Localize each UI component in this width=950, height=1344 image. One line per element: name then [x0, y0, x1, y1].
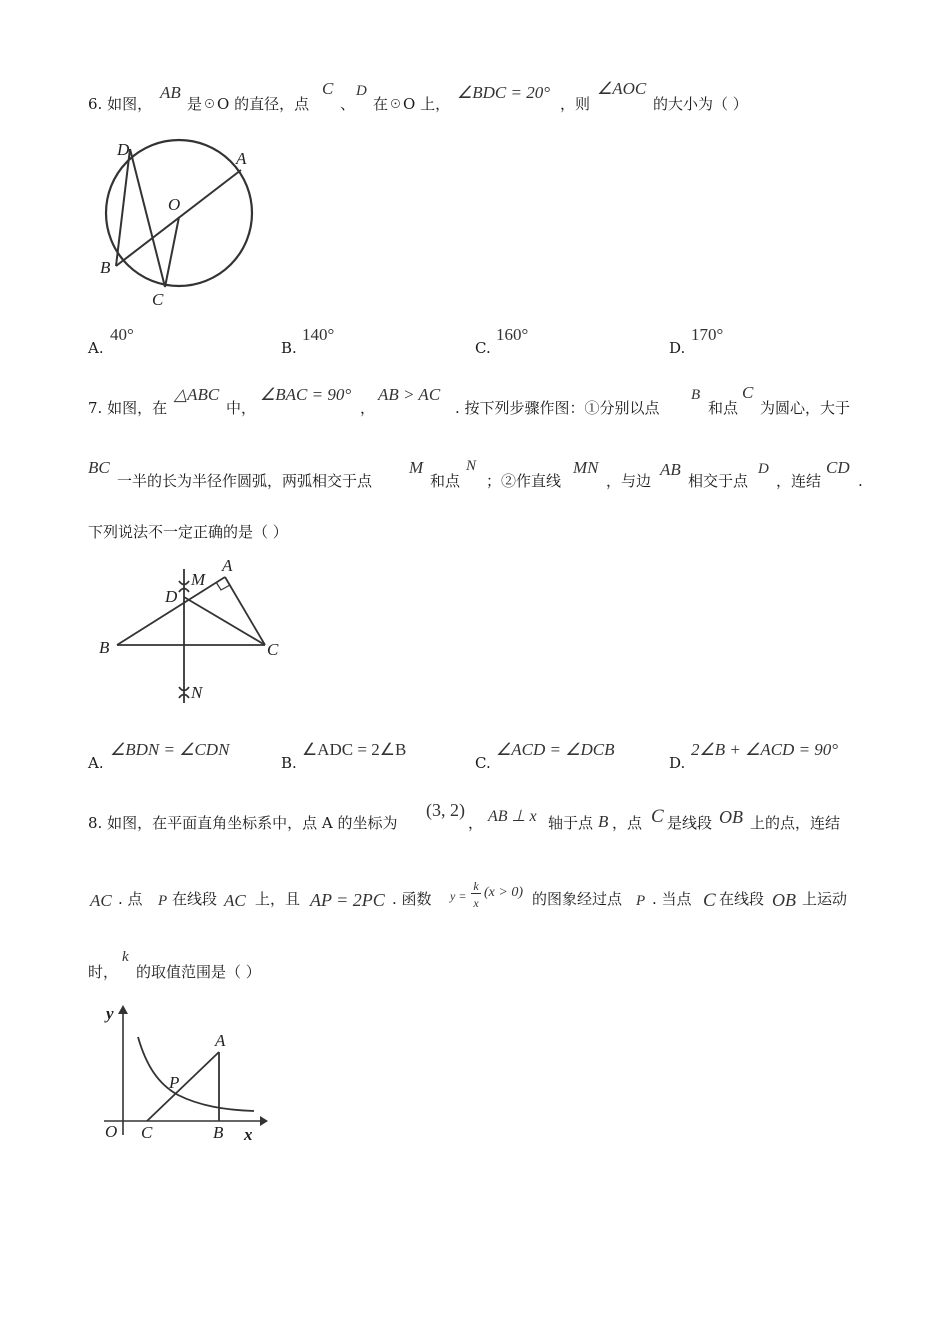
q8-pt-text: ，点	[612, 814, 643, 832]
q7-label-d: D	[165, 587, 178, 606]
q8-on-seg2: 在线段	[719, 890, 765, 908]
q6-label-c: C	[152, 290, 164, 309]
q7-option-b-value: ∠ADC = 2∠B	[302, 740, 407, 759]
q8-k: k	[122, 949, 129, 965]
q7-meet-text: 相交于点	[688, 472, 749, 490]
q8-k-num: k	[473, 879, 479, 893]
q7-option-a-label: A.	[88, 754, 104, 772]
q6-ask: 的大小为（ ）	[653, 95, 748, 113]
q8-rel: AP = 2PC	[310, 890, 385, 910]
q8-label-c: C	[141, 1123, 153, 1142]
q6-on-text: 在☉O 上，	[373, 95, 451, 113]
q7-label-n: N	[191, 683, 203, 702]
q6-given: ∠BDC = 20°	[457, 83, 551, 102]
q8-seg-text: 是线段	[667, 814, 713, 832]
q7-line3: 下列说法不一定正确的是（ ）	[88, 523, 288, 541]
q8-p: P	[158, 893, 168, 909]
q7-angle: ∠BAC = 90°	[260, 385, 352, 404]
q8-c: C	[651, 806, 664, 827]
q7-m: M	[409, 458, 424, 477]
q7-segment-cd	[184, 597, 265, 645]
q6-angle: ∠AOC	[597, 79, 647, 98]
q7-number: 7. 如图，在	[88, 399, 168, 417]
q7-period: .	[858, 472, 863, 490]
q7-option-c-label: C.	[475, 754, 491, 772]
q6-ab: AB	[160, 83, 181, 102]
q8-label-y: y	[106, 1004, 114, 1023]
q7-connect-text: ，连结	[776, 472, 822, 490]
q6-option-c-label: C.	[475, 339, 491, 357]
q6-option-d-label: D.	[669, 339, 686, 357]
q7-and1: 和点	[708, 399, 739, 417]
q6-figure	[95, 135, 265, 310]
q7-figure	[95, 555, 295, 705]
q6-option-b-value: 140°	[302, 325, 335, 344]
q8-x-axis-arrow	[260, 1116, 268, 1126]
q7-step2: ；②作直线	[486, 472, 562, 490]
q6-chord-dc	[130, 149, 165, 287]
q7-label-c: C	[267, 640, 279, 659]
q7-option-d-value: 2∠B + ∠ACD = 90°	[691, 740, 839, 759]
q7-ineq: AB > AC	[378, 385, 441, 404]
q8-y-axis-arrow	[118, 1005, 128, 1014]
q8-x-den: x	[473, 896, 479, 910]
q7-mid-text: 中，	[226, 399, 257, 417]
q7-bc: BC	[88, 458, 110, 477]
q8-ac: AC	[90, 891, 112, 910]
q8-move-text: 上运动	[802, 890, 848, 908]
q7-tri: △ABC	[174, 385, 220, 404]
q6-label-o: O	[168, 195, 181, 214]
q7-c: C	[742, 383, 754, 402]
q7-side-ac	[225, 577, 265, 645]
q7-option-b-label: B.	[281, 754, 297, 772]
q6-d: D	[356, 83, 367, 99]
q6-sep: 、	[340, 95, 356, 113]
q7-label-b: B	[99, 638, 110, 657]
q8-label-x: x	[244, 1125, 253, 1144]
q6-option-d-value: 170°	[691, 325, 724, 344]
q7-half-text: 一半的长为半径作圆弧，两弧相交于点	[117, 472, 373, 490]
q7-option-d-label: D.	[669, 754, 686, 772]
q7-option-a-value: ∠BDN = ∠CDN	[110, 740, 230, 759]
q8-p-text: . 点	[118, 890, 143, 908]
q8-c2: C	[703, 890, 716, 911]
q6-option-a-value: 40°	[110, 325, 134, 344]
q8-ob: OB	[719, 807, 743, 827]
q8-figure	[100, 1000, 270, 1150]
q7-and2: 和点	[430, 472, 461, 490]
q7-cd: CD	[826, 458, 850, 477]
q8-label-a: A	[215, 1031, 226, 1050]
q6-label-d: D	[117, 140, 130, 159]
q6-label-a: A	[236, 149, 247, 168]
q8-on-seg: 在线段	[172, 890, 218, 908]
q8-and-text: 上，且	[255, 890, 301, 908]
q8-time-text: 时，	[88, 963, 119, 981]
q7-steps: . 按下列步骤作图：①分别以点	[455, 399, 660, 417]
q7-label-a: A	[222, 556, 233, 575]
q7-option-c-value: ∠ACD = ∠DCB	[496, 740, 615, 759]
q8-segment-ac	[147, 1052, 219, 1121]
q7-d: D	[758, 461, 769, 477]
q8-comma: ，	[468, 814, 484, 832]
q8-label-o: O	[105, 1122, 118, 1141]
q6-number: 6. 如图，	[88, 95, 153, 113]
q7-comma: ，	[360, 399, 376, 417]
q8-label-b: B	[213, 1123, 224, 1142]
q8-coord: (3, 2)	[426, 800, 465, 820]
q7-center-text: 为圆心，大于	[760, 399, 851, 417]
q8-number: 8. 如图，在平面直角坐标系中，点 A 的坐标为	[88, 814, 398, 832]
q8-fraction-bar	[471, 893, 481, 894]
q7-b: B	[691, 387, 701, 403]
q8-b: B	[598, 812, 609, 831]
q8-graph-text: 的图象经过点	[532, 890, 623, 908]
q7-n: N	[466, 458, 477, 474]
q8-func-text: . 函数	[392, 890, 432, 908]
q6-c: C	[322, 79, 334, 98]
q8-ac2: AC	[224, 891, 246, 910]
q8-perp: AB ⊥ x	[488, 808, 537, 825]
q6-diam-text: 是☉O 的直径，点	[187, 95, 310, 113]
q8-cond: (x > 0)	[484, 885, 523, 900]
q7-ab: AB	[660, 460, 681, 479]
q7-edge-text: ，与边	[606, 472, 652, 490]
q8-label-p: P	[169, 1073, 180, 1092]
q7-label-m: M	[191, 570, 206, 589]
q6-option-b-label: B.	[281, 339, 297, 357]
q8-when-text: . 当点	[652, 890, 692, 908]
q8-p2: P	[636, 893, 646, 909]
q6-then-text: ，则	[560, 95, 591, 113]
q7-mn: MN	[573, 458, 599, 477]
q8-ob2: OB	[772, 890, 796, 910]
q6-option-a-label: A.	[88, 339, 104, 357]
q8-y-eq: y =	[450, 889, 467, 903]
q8-axis-text: 轴于点	[548, 814, 594, 832]
q6-label-b: B	[100, 258, 111, 277]
q8-on-text: 上的点，连结	[750, 814, 841, 832]
q6-option-c-value: 160°	[496, 325, 529, 344]
q8-range-text: 的取值范围是（ ）	[136, 963, 261, 981]
